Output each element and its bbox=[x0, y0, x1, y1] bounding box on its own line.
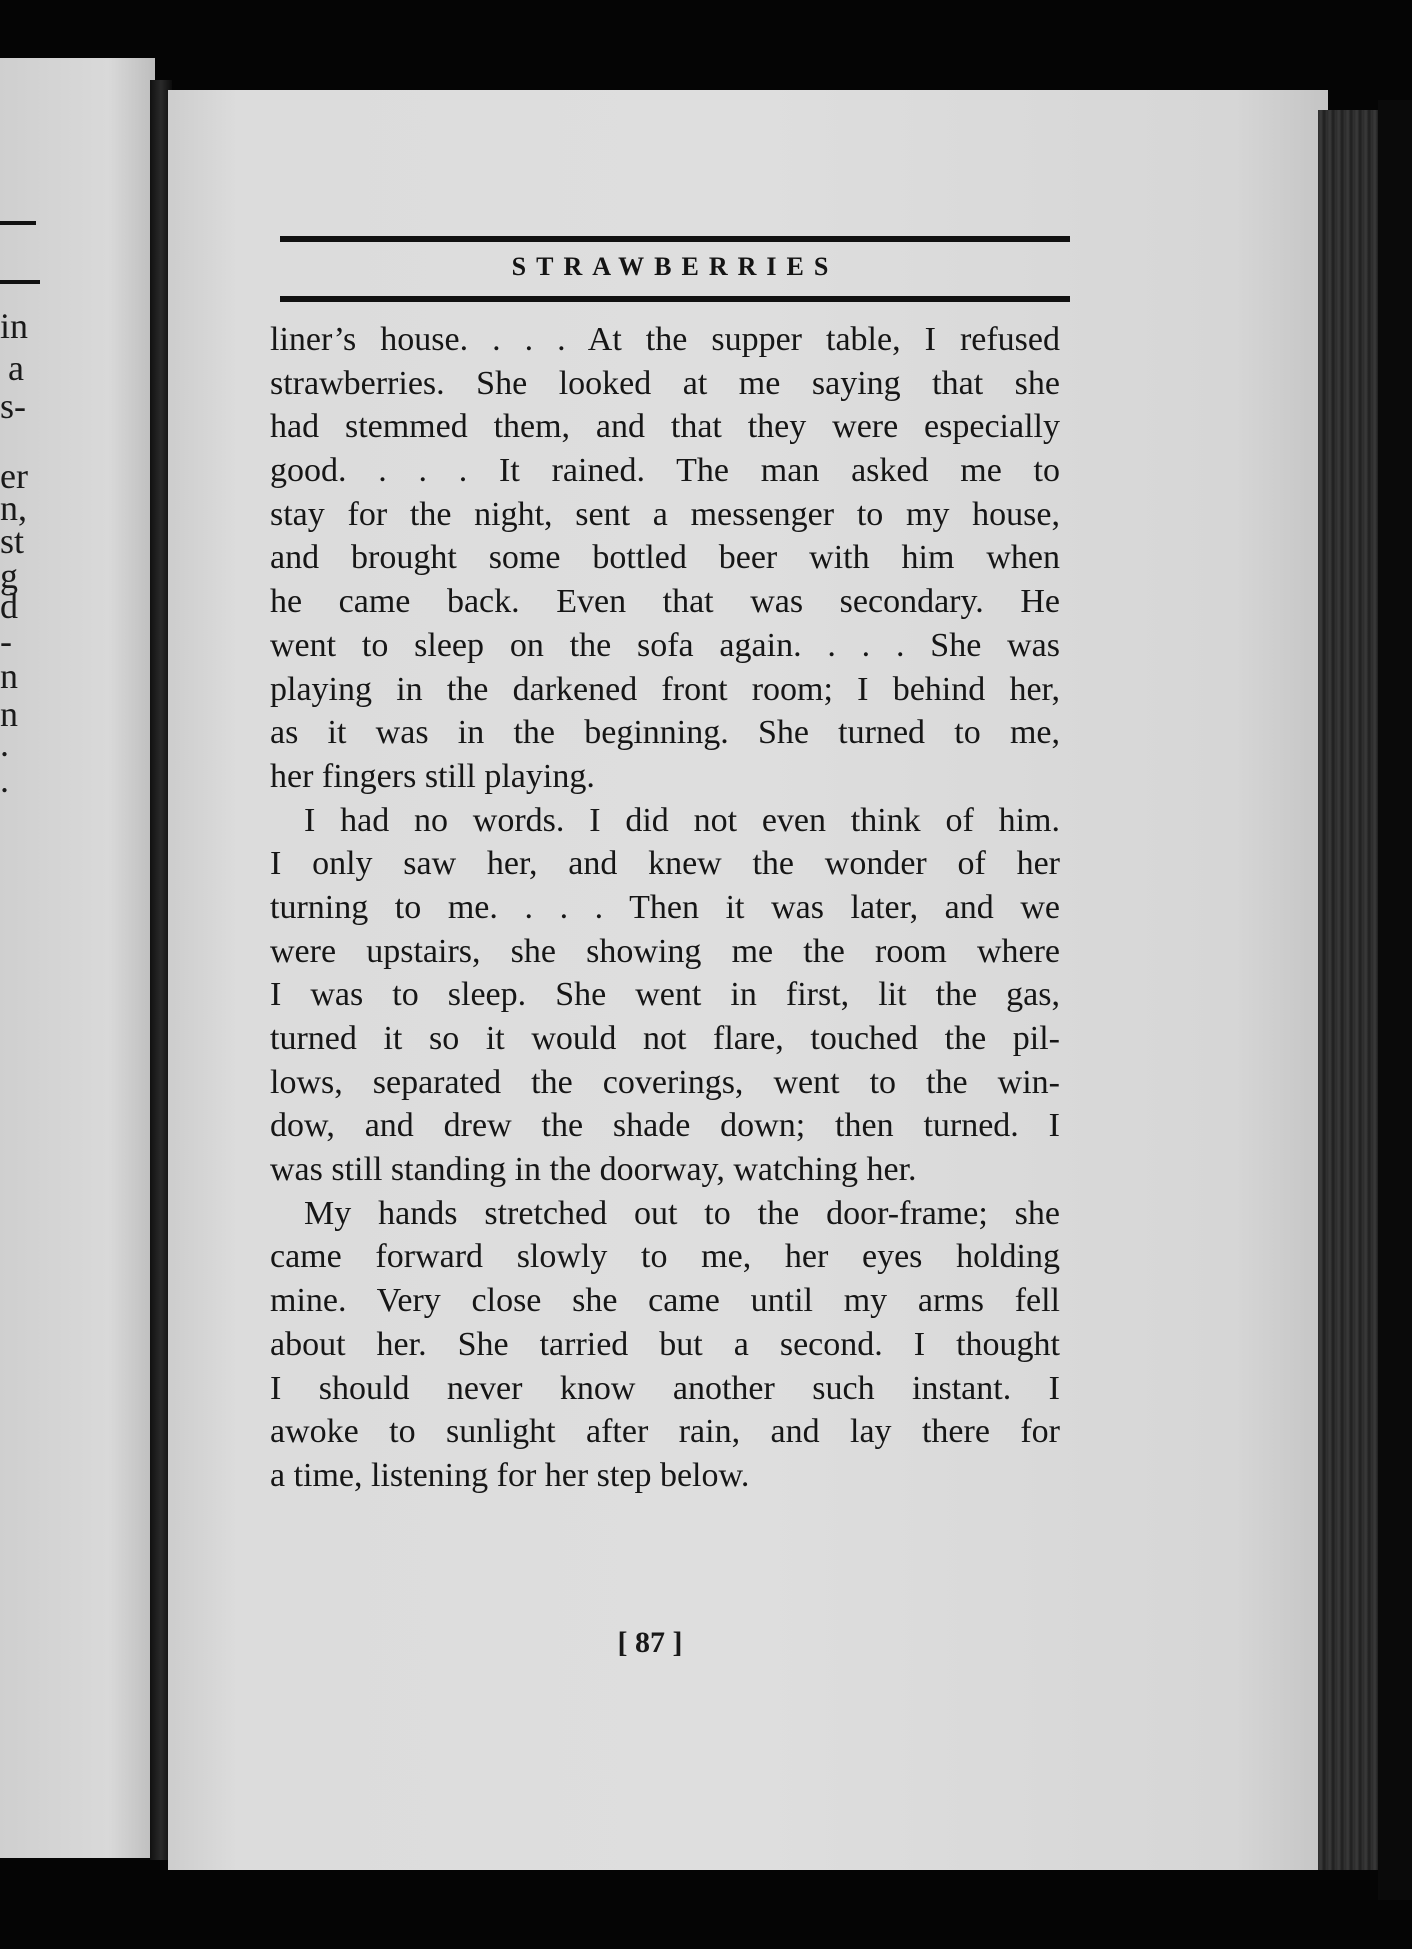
text-line: I had no words. I did not even think of him. bbox=[304, 801, 1060, 839]
text-line: and brought some bottled beer with him when bbox=[270, 539, 1060, 577]
header-rule-top bbox=[280, 236, 1070, 242]
text-line: came forward slowly to me, her eyes holding bbox=[270, 1238, 1060, 1276]
header-rule-bottom bbox=[280, 296, 1070, 302]
book-cover-edge bbox=[1378, 100, 1412, 1900]
text-line: as it was in the beginning. She turned to me, bbox=[270, 714, 1060, 752]
previous-page-fragment: n, bbox=[0, 488, 27, 528]
running-head: STRAWBERRIES bbox=[511, 252, 839, 281]
text-line: mine. Very close she came until my arms fell bbox=[270, 1282, 1060, 1320]
previous-page-fragment: st bbox=[0, 521, 25, 561]
previous-page-fragment: er bbox=[0, 456, 28, 496]
text-line: My hands stretched out to the door-frame; she bbox=[304, 1194, 1060, 1232]
previous-page-fragment: - bbox=[0, 621, 12, 661]
text-line: lows, separated the coverings, went to the win- bbox=[270, 1063, 1060, 1101]
previous-page-fragment: d bbox=[0, 586, 18, 626]
text-line: was still standing in the doorway, watching her. bbox=[270, 1151, 917, 1189]
previous-page-fragment: in bbox=[0, 306, 29, 346]
text-line: a time, listening for her step below. bbox=[270, 1456, 750, 1494]
previous-page-fragment: . bbox=[0, 724, 9, 764]
text-line: went to sleep on the sofa again. . . . She was bbox=[270, 626, 1060, 664]
page-number: [ 87 ] bbox=[617, 1626, 683, 1659]
body-text bbox=[270, 318, 1060, 1498]
previous-page-fragment: . bbox=[0, 760, 9, 800]
text-line: turning to me. . . . Then it was later, and we bbox=[270, 888, 1060, 926]
previous-page bbox=[0, 58, 155, 1858]
text-line: stay for the night, sent a messenger to my house, bbox=[270, 495, 1060, 533]
previous-page-fragment: a bbox=[8, 348, 24, 388]
text-line: I was to sleep. She went in first, lit the gas, bbox=[270, 976, 1060, 1014]
text-line: dow, and drew the shade down; then turned. I bbox=[270, 1107, 1060, 1145]
text-line: turned it so it would not flare, touched the pil- bbox=[270, 1020, 1060, 1057]
previous-page-fragment: s- bbox=[0, 386, 26, 426]
previous-page-rule bbox=[0, 280, 40, 284]
text-line: I should never know another such instant. I bbox=[270, 1369, 1060, 1407]
text-line: were upstairs, she showing me the room where bbox=[270, 932, 1060, 970]
text-line: liner’s house. . . . At the supper table, I refused bbox=[270, 321, 1060, 358]
text-line: awoke to sunlight after rain, and lay there for bbox=[270, 1413, 1060, 1451]
previous-page-fragment: n bbox=[0, 694, 18, 734]
previous-page-rule bbox=[0, 221, 36, 225]
text-line: playing in the darkened front room; I behind her, bbox=[270, 670, 1060, 708]
text-line: her fingers still playing. bbox=[270, 757, 595, 795]
text-line: he came back. Even that was secondary. He bbox=[270, 583, 1060, 621]
previous-page-fragment: g bbox=[0, 556, 18, 596]
text-line: good. . . . It rained. The man asked me to bbox=[270, 452, 1060, 490]
text-line: I only saw her, and knew the wonder of her bbox=[270, 845, 1060, 883]
previous-page-fragment: n bbox=[0, 656, 18, 696]
text-line: about her. She tarried but a second. I thought bbox=[270, 1325, 1060, 1363]
text-line: strawberries. She looked at me saying that she bbox=[270, 364, 1060, 402]
text-line: had stemmed them, and that they were especially bbox=[270, 408, 1060, 446]
